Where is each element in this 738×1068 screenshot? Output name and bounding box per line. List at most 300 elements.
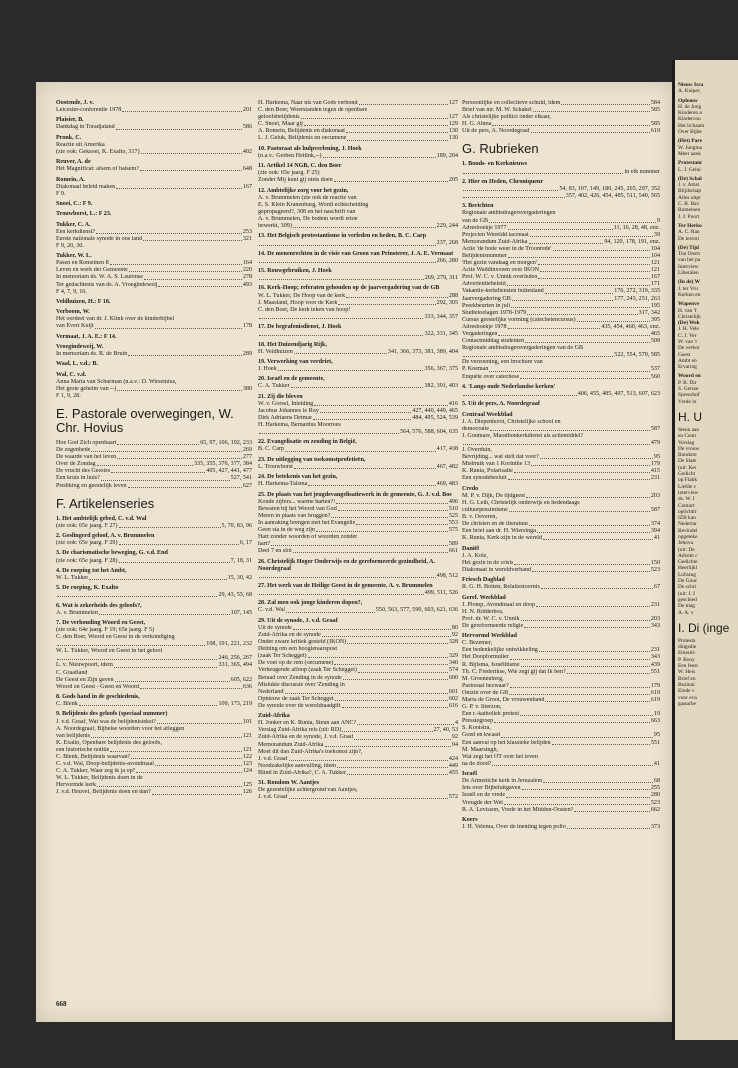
page-reference: 382, 391, 403 [424,383,458,390]
adjacent-entry-heading: (De) Schal [678,175,702,182]
entry-line [258,756,458,763]
index-entry [462,412,660,483]
entry-line [56,789,252,796]
dot-leader [285,446,436,451]
adjacent-entry-line: Romeinen [678,207,701,214]
entry-title: democratie [462,425,490,432]
entry-title: A. Romein, Belijdenis en diakonaat [258,128,345,135]
dot-leader [316,527,448,532]
page-reference: 560 [650,373,660,380]
page-reference: 109, 173, 219 [218,701,252,708]
entry-title: Wat zegt het OT over het leven [462,753,538,760]
entry-title: J. Hoek [258,365,277,372]
entry-title: Diakonaal beleid maken [56,183,116,190]
dot-leader [128,483,242,488]
page-reference: 220 [242,267,252,274]
entry-line [258,625,458,632]
entry-line [258,632,458,639]
entry-line [462,366,660,373]
index-entry [56,201,252,208]
entry-line [462,761,660,768]
dot-leader [157,719,242,724]
entry-title: C. Blenk [56,701,78,708]
entry-title: Bevrijding... wat stelt dat voor? [462,454,540,461]
page-reference: 92 [451,631,458,638]
index-entry [258,146,458,160]
entry-title: Het Magnificat: afsem of balsem? [56,166,139,173]
entry-line [56,447,252,454]
page-reference: 11, 16, 28, 48, enz. [613,224,660,231]
entry-title: Th. C. Frederikse, Wie zegt gij dat Ik ben? [462,668,566,675]
dot-leader [504,800,650,805]
entry-line [462,359,660,366]
entry-line [56,641,252,648]
entry-title: De zegenbede [56,447,91,454]
adjacent-entry-line: De verbor [678,345,700,352]
entry-line [462,602,660,609]
entry-heading: 31. Rondom W. Aantjes [258,780,320,787]
entry-heading: Israël [462,771,477,778]
entry-line [56,149,252,156]
entry-heading: 14. De menenrechten in de visie van Groen van Prinsterer, J. A. E. Vermaat [258,250,454,257]
dot-leader [510,683,650,688]
entry-line [462,475,660,482]
page-reference: 65, 97, 106, 192, 233 [200,440,252,446]
adjacent-entry-line: C. J. Ver [678,332,697,339]
page-reference: 123 [242,761,252,768]
adjacent-entry-line: J. J. Poort [678,213,700,220]
dot-leader [116,124,242,129]
adjacent-entry-line: Spreurhof [678,392,700,399]
entry-line [462,260,660,267]
entry-line [462,310,660,317]
entry-line [56,540,252,547]
dot-leader [320,408,412,413]
index-entry [56,585,252,599]
index-entry [56,344,252,358]
page-reference: 523 [650,566,660,573]
entry-line [462,253,660,260]
entry-line [258,223,458,230]
entry-title: Prof. dr. W. C. v. Unnik [462,615,520,622]
dot-leader [521,662,650,667]
entry-heading: Romein, A. [56,176,85,183]
dot-leader [143,236,242,241]
page-reference: 124 [242,768,252,775]
adjacent-entry-line: De mag [678,603,695,610]
entry-title: Memorandum Zuid-Afrika [462,238,528,245]
dot-leader [313,415,411,420]
entry-title: J. Maasland, Hoop voor de Kerk [258,299,338,306]
index-entry [56,135,252,156]
index-entry [258,268,458,282]
entry-heading: 26. Christelijk Hoger Onderwijs en de gereformeerde gezindheid, A. Noordegraaf [258,558,435,572]
entry-line [462,232,660,239]
dot-leader [129,267,242,272]
entry-line [258,734,458,741]
entry-line [462,225,660,232]
entry-line [462,100,660,107]
entry-title: Een r.-katholiek protest [462,711,520,718]
adjacent-entry-line: S. Gersse [678,386,699,393]
entry-heading: 7. De verhouding Woord en Geest, [56,619,146,626]
adjacent-entry-line: geschied [678,596,697,603]
entry-title: Woord en Geest - Geest en Woord [56,683,140,690]
dot-leader [347,770,448,775]
entry-heading: 5. De roeping, K. Exalto [56,585,119,592]
entry-title: R. A. Levisson, Vrede in het Midden-Oosten? [462,806,574,813]
dot-leader [498,331,649,336]
page-reference: 402 [242,148,252,155]
page-reference: 416 [448,400,458,407]
entry-line [258,293,458,300]
entry-line [462,640,660,647]
page-reference: 467, 482 [436,463,458,470]
dot-leader [357,720,454,725]
entry-title: Preekbeurten in juli [462,302,511,309]
page-reference: 231 [650,475,660,482]
adjacent-entry-line: Een feest [678,663,698,670]
adjacent-entry-line: Heerlijkl [678,565,698,572]
adjacent-entry-line: Geest [678,351,691,358]
entry-heading: 13. Het Belgisch protestantisme in verleden en heden, B. C. Carp [258,233,427,240]
adjacent-entry-line: De vrouw [678,445,700,452]
entry-heading: 22. Evangelisatie en zending in België, [258,439,357,446]
page-reference: 525 [448,512,458,519]
entry-line [462,274,660,281]
page-reference: 417, 438 [436,446,458,453]
entry-line [462,454,660,461]
index-entry [258,559,458,580]
entry-title: Contactmiddag studenten [462,338,525,345]
page-reference: 415 [650,468,660,475]
dot-leader [286,607,375,612]
dot-leader [510,654,650,659]
entry-line [258,742,458,749]
entry-line [258,107,458,114]
entry-heading: Geref. Weekblad [462,594,506,601]
entry-title: H. Harkema, Bernardus Moorrees [258,422,341,428]
entry-title: J. v.d. Graaf, Wat was de belijdenisiekst? [56,718,156,725]
dot-leader [358,667,448,672]
page-reference: 7, 18, 31 [230,557,252,564]
entry-line [462,609,660,616]
entry-line [56,323,252,330]
entry-heading: 28. Zal men ook jonge kinderen dopen?, [258,600,363,607]
adjacent-entry-line: Advent c [678,552,698,559]
entry-line [462,747,660,754]
entry-line [56,754,252,761]
entry-line [56,243,252,250]
page-reference: 107, 145 [230,609,252,616]
adjacent-entry-line: (uit: Ker [678,464,697,471]
entry-line [462,654,660,661]
entry-title: Diakonaat in wereldverband [462,566,532,573]
index-entry [462,577,660,591]
entry-line [258,349,458,356]
entry-title: Het Doopformulier [462,654,509,661]
dot-leader [97,782,242,787]
adjacent-page-strip [672,60,738,1040]
adjacent-entry-line: De State [678,458,697,465]
entry-line [258,307,458,314]
entry-heading: 2. Geslingerd geloof, A. v. Brummelen [56,533,155,540]
dot-leader [119,523,221,528]
page-reference: 280 [650,792,660,799]
page-reference: 455 [448,769,458,776]
entry-title: Brief van mr. M. W. Schakel [462,107,532,114]
index-entry [56,516,252,530]
entry-title: Adresboekje 1978 [462,323,507,330]
page-reference: 179 [650,682,660,689]
dot-leader [529,521,650,526]
index-entry [462,546,660,574]
adjacent-entry-line: De terrori [678,235,700,242]
entry-line [462,440,660,447]
entry-line [462,785,660,792]
index-entry [258,188,458,231]
entry-title: Projecten Wereldd iaconaat [462,231,529,238]
entry-line [56,782,252,789]
adjacent-entry-line: Ton Oostv [678,251,701,258]
entry-line [258,763,458,770]
entry-line [462,331,660,338]
adjacent-section-heading: H. U [678,409,702,424]
entry-line [258,770,458,777]
page-number: 668 [56,1000,67,1008]
entry-title: Eerste nationale synode in ons land [56,235,143,242]
index-entry [462,100,660,135]
page-reference: 331, 365, 494 [218,662,252,669]
adjacent-page-text [675,60,738,707]
index-entry [258,359,458,373]
entry-line [462,824,660,831]
page-reference: 605, 622 [230,676,252,683]
entry-title: (zie ook: Geksoei, K. Exalto, 317) [56,148,140,155]
entry-line [56,719,252,726]
dot-leader [538,274,650,279]
entry-line [462,560,660,567]
dot-leader [293,223,436,228]
page-reference: 648 [242,166,252,173]
entry-heading: 27. Het werk van de Heilige Geest in de gemeente, A. v. Brummelen [258,583,433,589]
dot-leader [508,324,601,329]
page-reference: 94 [451,741,458,748]
page-reference: 15, 30, 42 [227,574,252,581]
entry-heading: 19. Verwerking van verdriet, [258,358,333,365]
page-reference: 357, 402, 426, 454, 485, 511, 540, 565 [565,193,660,200]
entry-title: Zuid-Afrika en de synode, J. v.d. Graaf [258,734,354,741]
dot-leader [346,128,448,133]
entry-title: (zie ook: 65e jaarg. F 29) [56,540,118,547]
page-reference: 129 [448,121,458,128]
entry-title: Een kerkdienst? [56,228,96,235]
entry-title: Pastoraal bezwaar? [462,682,509,689]
index-entry [258,474,458,488]
index-entry [258,439,458,453]
dot-leader [520,374,650,379]
dot-leader [97,461,194,466]
entry-line [56,461,252,468]
adjacent-entry-line: Meer aank [678,150,701,157]
entry-title: In memoriam ds. R. de Bruin [56,351,128,358]
page-reference: 574 [448,667,458,674]
adjacent-entry-line: Ambt en [678,357,697,364]
dot-leader [501,732,653,737]
entry-line [258,135,458,142]
entry-line [462,697,660,704]
entry-title: F 9. [56,190,66,197]
page-reference: 167 [650,274,660,281]
page-reference: 335, 355, 376, 377, 384 [194,461,252,468]
page-reference: 246, 256, 267 [218,655,252,662]
page-reference: 278 [242,274,252,281]
entry-line [462,647,660,654]
page-reference: 343 [650,654,660,661]
page-reference: 19 [653,711,660,718]
entry-line [462,419,660,426]
dot-leader [541,584,653,589]
entry-line [258,415,458,422]
dot-leader [259,258,436,263]
dot-leader [524,623,650,628]
dot-leader [325,742,451,747]
entry-title: Anna Maria van Schurman (n.a.v.: D. Wirsemius, [56,378,177,385]
entry-title: Advertentiebeleid [462,281,506,288]
dot-leader [492,761,652,766]
dot-leader [128,351,242,356]
entry-heading: 15. Rouwgebruiken, J. Hoek [258,268,332,275]
page-reference: 176, 272, 319, 335 [614,288,660,295]
adjacent-entry-line: Gedichte [678,559,698,566]
page-reference: 341, 366, 373, 381, 389, 404 [387,348,458,355]
dot-leader [111,468,205,473]
entry-line [56,267,252,274]
entry-title: Adresboekje 1977 [462,224,507,231]
dot-leader [489,218,656,223]
dot-leader [561,100,650,105]
page-reference: 589 [448,541,458,548]
adjacent-entry-line: P. B. Dir [678,379,697,386]
entry-line [258,464,458,471]
page-reference: 317, 342 [638,309,660,316]
entry-line [56,142,252,149]
dot-leader [347,135,448,140]
index-entry [56,568,252,582]
entry-title: Een bedenkelijke ontwikkeling [462,647,538,654]
dot-leader [293,625,451,630]
index-entry [462,817,660,831]
entry-line [258,422,458,429]
page-reference: 661 [448,548,458,555]
adjacent-entry-line: (uit: De [678,546,695,553]
dot-leader [526,493,650,498]
entry-title: B. C. Carp [258,446,285,453]
index-entry [56,711,252,796]
dot-leader [343,675,448,680]
entry-line [56,351,252,358]
entry-line [56,775,252,782]
entry-line [462,669,660,676]
index-entry [462,633,660,768]
entry-title: Verheugende afloop (zaak Ter Schegget) [258,667,357,674]
dot-leader [533,107,650,112]
dot-leader [567,824,650,829]
dot-leader [322,632,451,637]
page-reference: 9 [656,217,660,224]
page-reference: 41 [653,535,660,542]
page-reference: 255 [650,785,660,792]
index-entry [258,394,458,437]
entry-line [56,575,252,582]
index-entry [56,222,252,250]
adjacent-entry-line: De schri [678,584,697,591]
index-entry [258,618,458,710]
page-reference: 587 [650,425,660,432]
entry-title: Israël en de vrede [462,792,506,799]
entry-line [462,553,660,560]
entry-title: C. Bezemer, [462,640,493,647]
dot-leader [91,447,242,452]
index-column-1 [56,100,252,800]
dot-leader [489,366,649,371]
entry-title: J. A. Diepenhorst, Christelijke school en [462,418,561,425]
page-reference: 499, 511, 526 [424,590,458,597]
dot-leader [116,184,242,189]
entry-line [462,374,660,381]
adjacent-entry-line: Ervaring [678,364,697,371]
page-reference: 121 [242,746,252,753]
index-entry [258,342,458,356]
entry-title: na de dood? [462,760,492,767]
entry-title: Cursus geestelijke vorming (catechetencursus) [462,316,576,323]
page-reference: 321 [242,235,252,242]
dot-leader [131,754,242,759]
index-entry [258,163,458,184]
page-reference: 600 [448,674,458,681]
dot-leader [119,540,239,545]
index-entry [258,100,458,143]
adjacent-entry-line: J. ter Vru [678,285,698,292]
dot-leader [567,669,650,674]
entry-title: Ter gedachtenis van ds. A. Vroegindeweij [56,281,158,288]
entry-title: C. den Boer, Woord en Geest in de verkondiging [56,634,175,641]
adjacent-entry-line: Kerken en [678,291,701,298]
entry-line [258,128,458,135]
dot-leader [115,677,230,682]
adjacent-entry-line: Emeriti- [678,650,696,657]
entry-line [56,733,252,740]
adjacent-entry-line: dingsdie [678,644,697,651]
dot-leader [347,639,448,644]
dot-leader [545,288,614,293]
entry-line [462,528,660,535]
adjacent-entry-line: Jehova [678,540,693,547]
adjacent-entry-line: Over Bijbe [678,129,702,136]
dot-leader [337,763,448,768]
entry-title: C. v.d. Wal, Doop-belijdenis-avondmaal [56,761,155,768]
dot-leader [463,193,565,198]
entry-line [462,296,660,303]
dot-leader [271,541,448,546]
dot-leader [543,535,653,540]
page-reference: 586 [242,124,252,131]
entry-title: Nederland' [258,688,285,695]
entry-title: Een kruis in huis? [56,475,100,482]
section-heading: G. Rubrieken [462,141,539,157]
dot-leader [490,426,650,431]
entry-line [462,426,660,433]
